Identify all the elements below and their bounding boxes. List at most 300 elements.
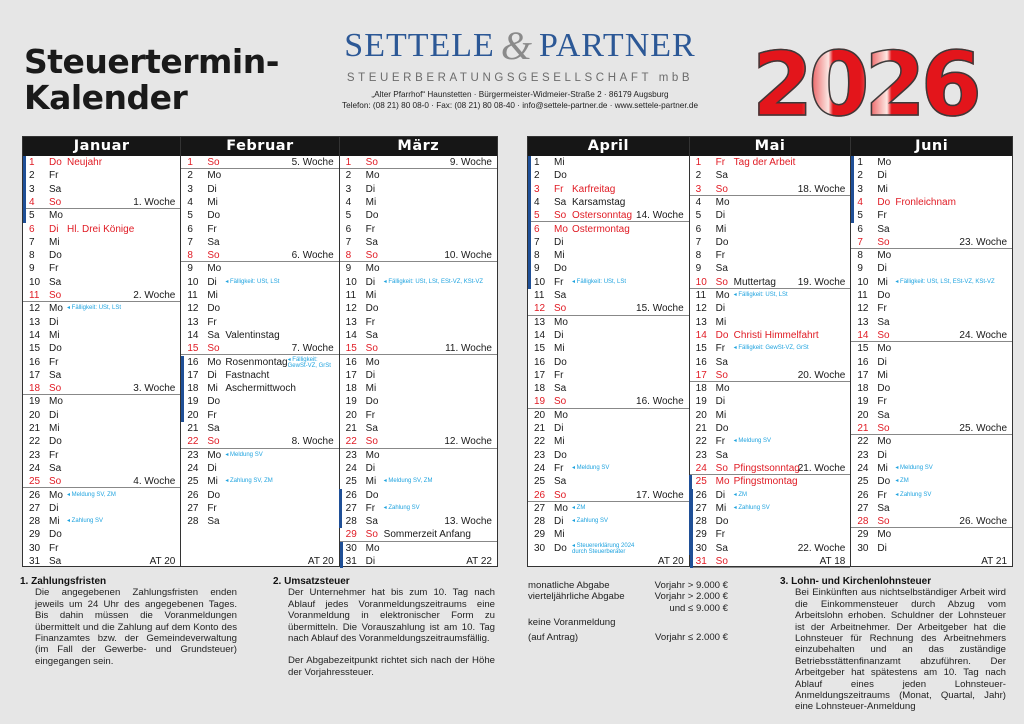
working-days-count: AT 20 <box>149 556 176 567</box>
tax-deadline: ◂ Meldung SV <box>895 464 933 471</box>
day-number: 17 <box>857 369 869 381</box>
weekday: Mo <box>715 290 730 301</box>
logo-word-partner: PARTNER <box>538 27 696 64</box>
month-header: Juni <box>851 137 1012 156</box>
day-row <box>181 369 338 382</box>
day-number: 11 <box>695 290 707 301</box>
weekday: Di <box>554 516 564 528</box>
weekday: Do <box>877 290 891 301</box>
day-row <box>690 462 851 475</box>
day-number: 8 <box>29 250 35 262</box>
day-row <box>528 196 689 209</box>
week-number: 23. Woche <box>959 236 1008 248</box>
day-number: 18 <box>695 383 707 395</box>
tax-deadline: ◂ ZM <box>895 478 909 485</box>
day-row <box>23 236 180 249</box>
day-number: 7 <box>534 236 540 248</box>
day-number: 29 <box>695 529 707 541</box>
week-number: 6. Woche <box>291 250 334 262</box>
month-march <box>340 137 497 566</box>
day-number: 27 <box>29 502 41 514</box>
day-number: 10 <box>534 276 546 288</box>
day-number: 20 <box>857 409 869 421</box>
day-row <box>23 329 180 342</box>
day-row <box>528 528 689 541</box>
day-row <box>528 369 689 382</box>
abgabe-row <box>528 632 728 643</box>
weekday: Sa <box>715 356 728 368</box>
day-row <box>528 435 689 448</box>
day-number: 20 <box>534 409 546 421</box>
day-row <box>851 382 1012 395</box>
day-row <box>23 449 180 462</box>
month-january <box>23 137 181 566</box>
day-row <box>181 329 338 342</box>
day-number: 24 <box>345 462 357 474</box>
day-number: 31 <box>345 556 357 567</box>
weekday: Sa <box>49 369 62 381</box>
weekday: Sa <box>49 462 62 474</box>
weekday: Sa <box>207 236 220 248</box>
day-row <box>690 409 851 422</box>
day-row <box>851 502 1012 515</box>
school-holiday-bar <box>23 156 26 223</box>
day-number: 8 <box>345 250 352 262</box>
weekday: Fr <box>554 183 564 195</box>
note-heading: 3. Lohn- und Kirchenlohnsteuer <box>780 576 932 587</box>
day-number: 24 <box>29 462 41 474</box>
day-row <box>181 316 338 329</box>
weekday: Do <box>554 263 567 275</box>
day-number: 14 <box>345 329 357 341</box>
weekday: Mo <box>365 170 380 182</box>
day-note: Sommerzeit Anfang <box>383 529 471 541</box>
day-row <box>23 475 180 488</box>
day-row <box>181 262 338 275</box>
day-row <box>690 528 851 541</box>
weekday: Sa <box>365 516 378 528</box>
day-number: 20 <box>695 409 707 421</box>
weekday: Mo <box>877 250 892 262</box>
day-row <box>181 169 338 182</box>
day-number: 12 <box>534 303 546 315</box>
weekday: So <box>715 462 728 474</box>
weekday: Fr <box>207 223 217 235</box>
week-number: 7. Woche <box>291 343 334 355</box>
day-number: 4 <box>345 196 352 208</box>
weekday: Fr <box>877 210 887 222</box>
day-row <box>340 223 497 236</box>
day-row <box>528 382 689 395</box>
day-row <box>340 236 497 249</box>
weekday: Mo <box>554 223 568 235</box>
day-number: 21 <box>29 423 41 434</box>
day-number: 7 <box>695 236 702 248</box>
weekday: So <box>365 343 378 355</box>
day-row <box>528 209 689 222</box>
weekday: Mi <box>877 369 888 381</box>
weekday: Mi <box>207 290 218 301</box>
weekday: Fr <box>554 276 564 288</box>
weekday: Sa <box>207 423 220 434</box>
weekday: Do <box>365 303 379 315</box>
day-number: 17 <box>187 369 199 381</box>
abgabe-label: vierteljährliche Abgabe <box>528 591 625 603</box>
day-row <box>340 369 497 382</box>
weekday: Do <box>877 383 891 395</box>
tax-deadline: ◂ Fälligkeit: USt, LSt <box>572 278 627 285</box>
day-row <box>181 382 338 395</box>
day-row <box>23 435 180 448</box>
day-number: 28 <box>345 516 357 528</box>
day-number: 10 <box>29 276 41 288</box>
day-number: 18 <box>345 383 357 395</box>
month-june <box>851 137 1012 566</box>
day-row <box>690 223 851 236</box>
weekday: Fr <box>554 462 564 474</box>
day-number: 8 <box>534 250 540 262</box>
day-row <box>851 223 1012 236</box>
weekday: So <box>877 516 890 528</box>
day-number: 9 <box>29 263 35 275</box>
day-row <box>851 475 1012 488</box>
working-days-row <box>851 555 1012 568</box>
day-row <box>23 276 180 289</box>
day-number: 12 <box>29 303 41 315</box>
tax-deadline: ◂ Meldung SV, ZM <box>383 478 433 485</box>
weekday: Sa <box>554 196 567 208</box>
day-number: 13 <box>187 316 199 328</box>
working-days-row <box>528 555 689 568</box>
weekday: Do <box>207 489 221 501</box>
day-row <box>23 183 180 196</box>
day-row <box>690 329 851 342</box>
weekday: Do <box>49 157 62 168</box>
tax-deadline: ◂ Zahlung SV, ZM <box>225 478 273 485</box>
weekday: Sa <box>365 423 378 434</box>
day-note: Pfingstsonntag <box>733 462 800 474</box>
day-row <box>23 289 180 302</box>
weekday: Mi <box>365 476 377 488</box>
day-number: 16 <box>187 356 199 368</box>
month-days <box>690 156 851 566</box>
weekday: Sa <box>365 329 378 341</box>
week-number: 4. Woche <box>133 476 176 488</box>
day-row <box>528 475 689 488</box>
day-number: 21 <box>345 423 357 434</box>
day-number: 22 <box>695 436 707 448</box>
day-row <box>690 249 851 262</box>
weekday: Di <box>715 396 726 408</box>
day-number: 1 <box>345 157 352 168</box>
day-number: 14 <box>857 329 869 341</box>
day-number: 15 <box>29 343 41 355</box>
weekday: Fr <box>715 529 726 541</box>
school-holiday-bar <box>528 156 531 289</box>
weekday: Fr <box>554 369 564 381</box>
day-number: 11 <box>345 290 357 301</box>
week-number: 24. Woche <box>959 329 1008 341</box>
day-note: Pfingstmontag <box>733 476 798 488</box>
weekday: Fr <box>715 157 726 168</box>
day-number: 25 <box>857 476 869 488</box>
day-number: 21 <box>187 423 199 434</box>
weekday: Fr <box>365 502 376 514</box>
day-number: 17 <box>345 369 357 381</box>
day-row <box>851 249 1012 262</box>
week-number: 11. Woche <box>445 343 492 355</box>
weekday: Mi <box>49 236 60 248</box>
month-days <box>528 156 689 566</box>
note-text: Der Abgabezeitpunkt richtet sich nach der Höhe der Vorjahressteuer. <box>288 655 495 678</box>
day-row <box>340 342 497 355</box>
day-row <box>690 169 851 182</box>
day-row <box>528 342 689 355</box>
day-row <box>851 395 1012 408</box>
day-number: 20 <box>345 409 357 421</box>
day-row <box>690 316 851 329</box>
day-row <box>851 276 1012 289</box>
company-address: „Alter Pfarrhof“ Haunstetten · Bürgermeister-Widmeier-Straße 2 · 86179 Augsburg <box>371 90 669 99</box>
day-number: 19 <box>857 396 869 408</box>
day-row <box>23 382 180 395</box>
day-row <box>340 382 497 395</box>
day-number: 7 <box>857 236 863 248</box>
day-row <box>181 462 338 475</box>
weekday: Sa <box>365 236 378 248</box>
weekday: Fr <box>49 263 59 275</box>
day-row <box>851 183 1012 196</box>
note-heading: 1. Zahlungsfristen <box>20 576 107 587</box>
day-row <box>528 156 689 169</box>
day-row <box>340 542 497 555</box>
day-row <box>851 435 1012 448</box>
day-number: 11 <box>187 290 198 301</box>
day-number: 28 <box>857 516 869 528</box>
week-number: 14. Woche <box>636 210 684 222</box>
day-row <box>528 502 689 515</box>
weekday: Mi <box>877 183 888 195</box>
day-number: 2 <box>187 170 193 182</box>
day-row <box>690 475 851 488</box>
tax-deadline: ◂ Meldung SV <box>225 451 263 458</box>
day-row <box>23 528 180 541</box>
day-number: 16 <box>857 356 869 368</box>
day-number: 8 <box>187 250 193 262</box>
week-number: 3. Woche <box>133 383 176 395</box>
day-row <box>851 422 1012 435</box>
logo-wordmark <box>300 23 740 68</box>
day-row <box>340 196 497 209</box>
day-row <box>181 502 338 515</box>
tax-deadline: ◂ Steuererklärung 2024 durch Steuerberater <box>572 542 635 555</box>
day-number: 27 <box>345 502 357 514</box>
day-row <box>181 156 338 169</box>
day-number: 29 <box>534 529 546 541</box>
day-row <box>181 449 338 462</box>
tax-deadline: ◂ Fälligkeit: GewSt-VZ, GrSt <box>733 345 809 352</box>
week-number: 22. Woche <box>797 542 846 554</box>
week-number: 12. Woche <box>444 436 492 448</box>
day-row <box>340 502 497 515</box>
week-number: 19. Woche <box>797 276 846 288</box>
weekday: So <box>365 250 378 262</box>
tax-deadline: ◂ Fälligkeit: USt, LSt <box>733 292 788 298</box>
day-row <box>23 369 180 382</box>
weekday: Do <box>365 396 379 408</box>
day-number: 21 <box>695 423 707 434</box>
day-row <box>23 342 180 355</box>
month-header: Mai <box>690 137 851 156</box>
day-number: 15 <box>857 343 869 355</box>
day-row <box>23 515 180 528</box>
weekday: Do <box>49 343 62 355</box>
weekday: So <box>715 369 728 381</box>
day-number: 18 <box>534 383 546 395</box>
day-row <box>23 196 180 209</box>
day-number: 14 <box>29 329 41 341</box>
calendar-title <box>24 44 279 116</box>
day-number: 19 <box>29 396 41 408</box>
day-number: 29 <box>29 529 41 541</box>
weekday: Mo <box>49 210 63 222</box>
company-contact: Telefon: (08 21) 80 08-0 · Fax: (08 21) 80 08-40 · info@settele-partner.de · www.settele-partner.de <box>341 101 698 110</box>
note-text: Bei Einkünften aus nichtselbständiger Arbeit wird die Einkommensteuer durch Abzug vom Arbeitslohn erhoben. Schuldner der Lohnsteuer ist der Arbeitnehmer. Der Arbeitgeber hat die Lohnsteuer für Rechnung des Arbeitnehmers einzubehalten und an das zuständige Betriebsstättenfinanzamt abzuführen. Der Arbeitgeber hat spätestens am 10. Tag nach Ablauf eines jeden Lohnsteuer-Anmeldungszeitraums (Monat, Quartal, Jahr) eine Lohnsteuer-Anmeldung <box>795 587 1006 713</box>
weekday: Mi <box>715 316 727 328</box>
day-row <box>851 462 1012 475</box>
logo-subtitle: STEUERBERATUNGSGESELLSCHAFT mbB <box>346 72 694 84</box>
day-number: 4 <box>534 196 540 208</box>
weekday: Mo <box>715 383 730 395</box>
day-row <box>23 262 180 275</box>
weekday: Fr <box>49 356 59 368</box>
working-days-count: AT 21 <box>981 556 1008 567</box>
day-row <box>690 183 851 196</box>
day-row <box>340 156 497 169</box>
day-row <box>181 223 338 236</box>
weekday: Fr <box>877 303 887 315</box>
weekday: Fr <box>715 436 726 448</box>
day-number: 17 <box>29 369 41 381</box>
day-row <box>23 156 180 169</box>
day-row <box>690 542 851 555</box>
tax-deadline: ◂ Fälligkeit: USt, LSt <box>225 278 280 285</box>
weekday: Fr <box>49 449 59 461</box>
day-number: 26 <box>857 489 869 501</box>
weekday: Sa <box>715 263 728 275</box>
day-note: Muttertag <box>733 276 776 288</box>
weekday: So <box>877 423 890 434</box>
month-header: April <box>528 137 689 156</box>
weekday: Mi <box>207 476 218 488</box>
day-row <box>851 196 1012 209</box>
day-number: 5 <box>29 210 35 222</box>
day-number: 18 <box>857 383 869 395</box>
title-line-1: Steuertermin- <box>24 42 279 81</box>
weekday: Fr <box>877 489 887 501</box>
day-number: 21 <box>857 423 869 434</box>
day-number: 26 <box>695 489 707 501</box>
day-row <box>181 289 338 302</box>
month-days <box>181 156 338 566</box>
day-number: 16 <box>345 356 357 368</box>
day-row <box>23 356 180 369</box>
weekday: Fr <box>207 409 217 421</box>
day-row <box>528 262 689 275</box>
weekday: Fr <box>715 250 726 262</box>
day-number: 18 <box>187 383 199 395</box>
month-days <box>23 156 180 566</box>
day-number: 17 <box>534 369 546 381</box>
day-number: 24 <box>857 462 869 474</box>
day-row <box>340 409 497 422</box>
day-number: 21 <box>534 423 546 434</box>
tax-deadline: ◂ ZM <box>733 491 748 498</box>
day-note: Tag der Arbeit <box>733 157 796 168</box>
weekday: Mo <box>877 436 892 448</box>
day-number: 12 <box>857 303 869 315</box>
day-row <box>181 515 338 528</box>
title-line-2: Kalender <box>24 78 188 117</box>
day-number: 12 <box>345 303 357 315</box>
day-number: 26 <box>345 489 357 501</box>
day-row <box>181 276 338 289</box>
day-number: 28 <box>534 516 546 528</box>
abgabe-value: Vorjahr > 2.000 € <box>654 591 728 603</box>
week-number: 18. Woche <box>797 183 846 195</box>
weekday: Mi <box>554 157 565 168</box>
month-april <box>528 137 690 566</box>
day-number: 22 <box>345 436 357 448</box>
day-number: 1 <box>534 157 540 168</box>
note-zahlungsfristen <box>20 576 237 667</box>
day-number: 4 <box>857 196 863 208</box>
day-number: 9 <box>345 263 352 275</box>
day-row <box>23 555 180 568</box>
day-row <box>23 395 180 408</box>
day-number: 20 <box>187 409 199 421</box>
day-row <box>528 329 689 342</box>
day-row <box>181 209 338 222</box>
calendar-first-half <box>22 136 498 567</box>
week-number: 26. Woche <box>959 516 1008 528</box>
day-number: 29 <box>345 529 357 541</box>
day-row <box>528 395 689 408</box>
weekday: Sa <box>877 409 890 421</box>
week-number: 21. Woche <box>797 462 846 474</box>
tax-deadline: ◂ Meldung SV <box>733 438 772 445</box>
day-number: 22 <box>534 436 546 448</box>
weekday: Sa <box>49 183 62 195</box>
day-number: 28 <box>29 516 41 528</box>
day-note: Fronleichnam <box>895 196 956 208</box>
working-days-count: AT 22 <box>466 556 492 567</box>
week-number: 8. Woche <box>291 436 334 448</box>
day-number: 28 <box>187 516 199 528</box>
note-umsatzsteuer <box>273 576 495 678</box>
day-row <box>23 302 180 315</box>
day-row <box>340 555 497 568</box>
weekday: Mo <box>49 489 63 501</box>
day-row <box>528 249 689 262</box>
tax-deadline: ◂ Zahlung SV <box>733 504 770 511</box>
day-row <box>690 209 851 222</box>
weekday: Di <box>365 462 376 474</box>
abgabe-row <box>528 603 728 614</box>
weekday: Do <box>554 449 567 461</box>
day-row <box>528 356 689 369</box>
day-row <box>851 209 1012 222</box>
